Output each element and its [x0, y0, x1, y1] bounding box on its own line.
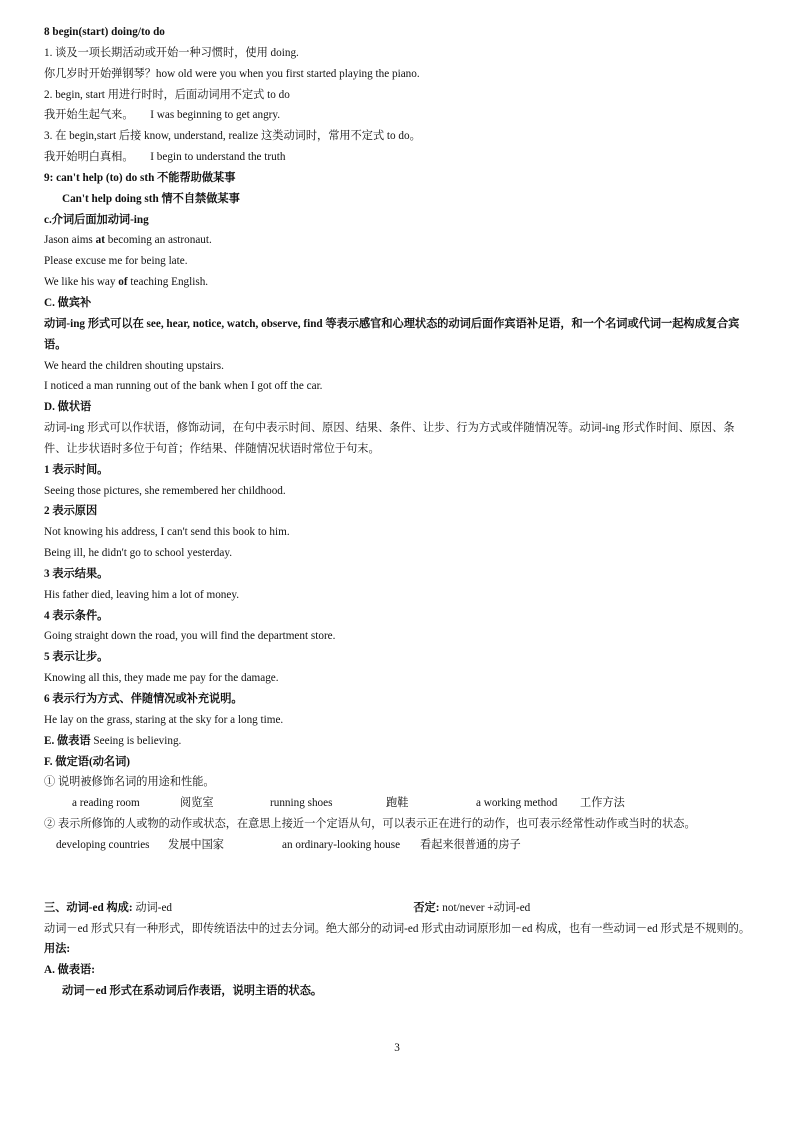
example-sentence: He lay on the grass, staring at the sky for a long time.: [44, 713, 284, 726]
heading-cant-help: 9: can't help (to) do sth 不能帮助做某事: [44, 171, 236, 184]
text-line: 3. 在 begin,start 后接 know, understand, realize 这类动词时，常用不定式 to do。: [44, 130, 421, 143]
subheading: 3 表示结果。: [44, 567, 109, 580]
paragraph-ed-form: 动词－ed 形式只有一种形式，即传统语法中的过去分词。绝大部分的动词-ed 形式由动词原形加－ed 构成，也有一些动词－ed 形式是不规则的。: [44, 922, 751, 935]
example-sentence: Not knowing his address, I can't send this book to him.: [44, 526, 290, 539]
text-line: 1. 谈及一项长期活动或开始一种习惯时，使用 doing.: [44, 46, 299, 59]
example-sentence: Being ill, he didn't go to school yesterday.: [44, 547, 233, 560]
heading-preposition-ing: c.介词后面加动词-ing: [44, 213, 149, 226]
example-sentence: His father died, leaving him a lot of money.: [44, 588, 240, 601]
heading-adverbial: D. 做状语: [44, 401, 92, 414]
example-row: developing countries 发展中国家 an ordinary-looking house 看起来很普通的房子: [56, 838, 521, 851]
heading-begin-start: 8 begin(start) doing/to do: [44, 26, 165, 38]
heading-usage: 用法:: [44, 943, 71, 956]
text-line: 你几岁时开始弹钢琴？how old were you when you first started playing the piano.: [44, 67, 420, 80]
example-sentence: I noticed a man running out of the bank when I got off the car.: [44, 380, 323, 393]
text-line: 动词－ed 形式在系动词后作表语，说明主语的状态。: [62, 985, 323, 998]
example-sentence: Jason aims at becoming an astronaut.: [44, 234, 212, 247]
spacer: [44, 856, 756, 898]
text-line: 我开始生起气来。 I was beginning to get angry.: [44, 109, 281, 122]
example-sentence: Knowing all this, they made me pay for the damage.: [44, 672, 279, 685]
subheading: 5 表示让步。: [44, 651, 109, 664]
predicative-line: E. 做表语 Seeing is believing.: [44, 734, 182, 747]
example-sentence: Please excuse me for being late.: [44, 255, 188, 268]
subheading: 6 表示行为方式、伴随情况或补充说明。: [44, 693, 243, 705]
subheading: 1 表示时间。: [44, 463, 109, 476]
paragraph-adverbial: 动词-ing 形式可以作状语，修饰动词，在句中表示时间、原因、结果、条件、让步、行为方式或伴随情况等。动词-ing 形式作时间、原因、条件、让步状语时多位于句首；作结果、伴随情况状语时常位于句末。: [44, 422, 735, 455]
example-sentence: We heard the children shouting upstairs.: [44, 359, 224, 372]
text-line: 2. begin, start 用进行时时，后面动词用不定式 to do: [44, 88, 290, 101]
example-sentence: Going straight down the road, you will find the department store.: [44, 630, 336, 643]
heading-attributive: F. 做定语(动名词): [44, 755, 130, 768]
heading-predicative-ed: A. 做表语:: [44, 964, 95, 977]
page-number: 3: [394, 1042, 400, 1054]
example-sentence: Seeing those pictures, she remembered her childhood.: [44, 484, 286, 497]
subheading: 2 表示原因: [44, 505, 98, 518]
example-sentence: We like his way of teaching English.: [44, 276, 209, 289]
text-line: ① 说明被修饰名词的用途和性能。: [44, 776, 215, 789]
heading-object-complement: C. 做宾补: [44, 296, 92, 309]
example-row: a reading room 阅览室 running shoes 跑鞋 a working method 工作方法: [72, 797, 625, 810]
document-page: [44, 22, 756, 1002]
heading-cant-help-doing: Can't help doing sth 情不自禁做某事: [62, 192, 240, 205]
section-3-heading: 三、动词-ed 构成: 动词-ed 否定: not/never +动词-ed: [44, 901, 531, 914]
text-line: ② 表示所修饰的人或物的动作或状态，在意思上接近一个定语从句，可以表示正在进行的动作，也可表示经常性动作或当时的状态。: [44, 818, 696, 831]
text-line: 我开始明白真相。 I begin to understand the truth: [44, 151, 286, 164]
paragraph-object-complement: 动词-ing 形式可以在 see, hear, notice, watch, observe, find 等表示感官和心理状态的动词后面作宾语补足语，和一个名词或代词一起构成复合宾语。: [44, 317, 740, 351]
subheading: 4 表示条件。: [44, 609, 109, 622]
